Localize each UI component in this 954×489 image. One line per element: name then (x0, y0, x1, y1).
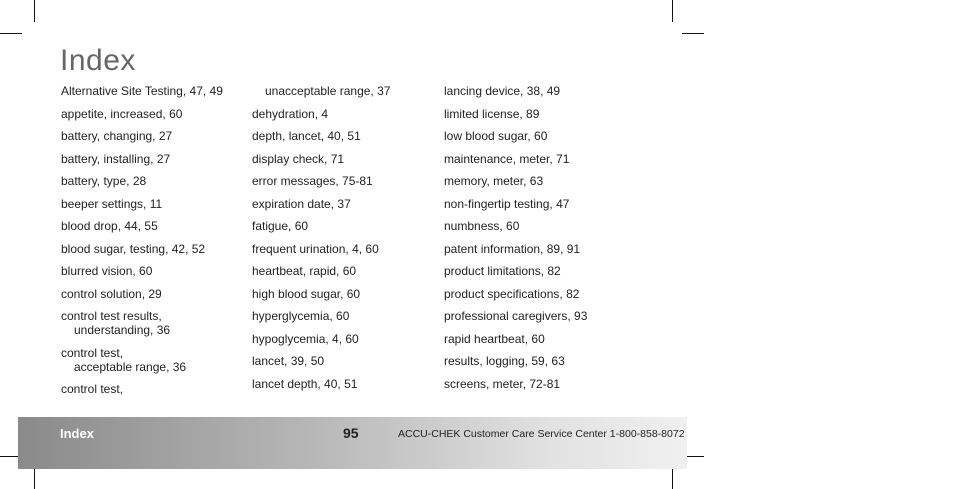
index-entry-term: memory, meter, 63 (444, 174, 544, 188)
crop-mark (672, 467, 673, 489)
footer-section-label: Index (60, 426, 94, 441)
index-entry-term: control test, (61, 345, 124, 360)
index-entry-term: battery, type, 28 (61, 174, 147, 188)
index-entry (252, 219, 390, 233)
index-entry (61, 152, 223, 166)
index-entry (252, 84, 390, 98)
index-entry-term: non-fingertip testing, 47 (444, 196, 570, 211)
index-entry (444, 219, 587, 233)
index-entry-term: numbness, 60 (444, 219, 520, 233)
index-entry (252, 354, 390, 368)
index-entry (444, 309, 587, 323)
index-entry (444, 84, 587, 98)
index-entry-term: patent information, 89, 91 (444, 241, 581, 256)
index-entry-term: appetite, increased, 60 (61, 106, 183, 121)
index-entry-term: product limitations, 82 (444, 264, 561, 278)
index-column-1 (61, 84, 223, 405)
index-entry (444, 242, 587, 256)
page-number: 95 (343, 425, 359, 441)
index-entry (61, 382, 223, 396)
crop-mark (34, 467, 35, 489)
crop-mark (34, 0, 35, 22)
index-entry-term: hyperglycemia, 60 (252, 309, 350, 323)
index-entry-subterm: acceptable range, 36 (74, 359, 187, 374)
index-entry-subterm: understanding, 36 (74, 323, 171, 337)
index-entry (444, 107, 587, 121)
page-title: Index (60, 44, 136, 77)
index-entry-term: lancing device, 38, 49 (444, 84, 561, 98)
index-entry-term: error messages, 75-81 (252, 174, 373, 188)
index-entry (61, 174, 223, 188)
index-entry-term: battery, changing, 27 (61, 129, 173, 143)
index-column-3 (444, 84, 587, 399)
index-entry (444, 354, 587, 368)
index-entry-term: screens, meter, 72-81 (444, 376, 561, 391)
index-entry-term: beeper settings, 11 (61, 196, 163, 211)
index-entry (61, 197, 223, 211)
index-entry (252, 174, 390, 188)
crop-mark (0, 33, 22, 34)
index-entry-term: expiration date, 37 (252, 196, 351, 211)
index-entry-term: high blood sugar, 60 (252, 286, 361, 301)
index-entry (444, 377, 587, 391)
crop-mark (672, 0, 673, 22)
index-entry (252, 332, 390, 346)
index-entry (252, 264, 390, 278)
index-entry-term: hypoglycemia, 4, 60 (252, 331, 359, 346)
index-entry (252, 107, 390, 121)
index-entry-term: Alternative Site Testing, 47, 49 (61, 84, 223, 98)
index-entry (444, 332, 587, 346)
index-entry-term: limited license, 89 (444, 106, 540, 121)
index-entry-term: heartbeat, rapid, 60 (252, 264, 357, 278)
index-entry-term: control test, (61, 382, 124, 396)
index-entry-term: display check, 71 (252, 151, 345, 166)
index-entry (61, 129, 223, 143)
index-entry (61, 107, 223, 121)
index-entry (252, 152, 390, 166)
index-entry-term: depth, lancet, 40, 51 (252, 129, 361, 143)
index-entry (252, 309, 390, 323)
index-entry-term: dehydration, 4 (252, 106, 329, 121)
index-entry (444, 129, 587, 143)
index-entry-term: frequent urination, 4, 60 (252, 241, 379, 256)
index-entry (252, 197, 390, 211)
index-entry (61, 84, 223, 98)
index-entry (61, 242, 223, 256)
index-entry (61, 309, 223, 337)
index-entry (444, 197, 587, 211)
index-entry (61, 264, 223, 278)
index-entry-term: control solution, 29 (61, 286, 162, 301)
index-entry-term: fatigue, 60 (252, 219, 309, 233)
index-entry-term: control test results, (61, 309, 162, 323)
index-entry (252, 242, 390, 256)
index-column-2 (252, 84, 390, 399)
index-entry-term: blood sugar, testing, 42, 52 (61, 241, 206, 256)
index-entry-term: product specifications, 82 (444, 286, 580, 301)
crop-mark (682, 33, 704, 34)
index-entry (444, 287, 587, 301)
index-entry-term: unacceptable range, 37 (265, 84, 391, 98)
index-entry (61, 287, 223, 301)
index-entry-term: rapid heartbeat, 60 (444, 331, 545, 346)
index-entry-term: blood drop, 44, 55 (61, 219, 158, 233)
index-entry (252, 377, 390, 391)
index-entry (252, 129, 390, 143)
index-entry-term: results, logging, 59, 63 (444, 354, 565, 368)
index-entry (61, 219, 223, 233)
index-entry-term: blurred vision, 60 (61, 264, 153, 278)
index-entry (252, 287, 390, 301)
footer-contact: ACCU-CHEK Customer Care Service Center 1-800-858-8072 (398, 428, 685, 440)
index-entry-term: low blood sugar, 60 (444, 129, 548, 143)
index-entry (61, 346, 223, 374)
index-entry-term: professional caregivers, 93 (444, 309, 588, 323)
index-entry-term: battery, installing, 27 (61, 151, 171, 166)
index-entry (444, 152, 587, 166)
index-entry-term: lancet, 39, 50 (252, 354, 325, 368)
index-entry-term: lancet depth, 40, 51 (252, 376, 358, 391)
index-entry (444, 264, 587, 278)
index-entry (444, 174, 587, 188)
index-entry-term: maintenance, meter, 71 (444, 151, 570, 166)
